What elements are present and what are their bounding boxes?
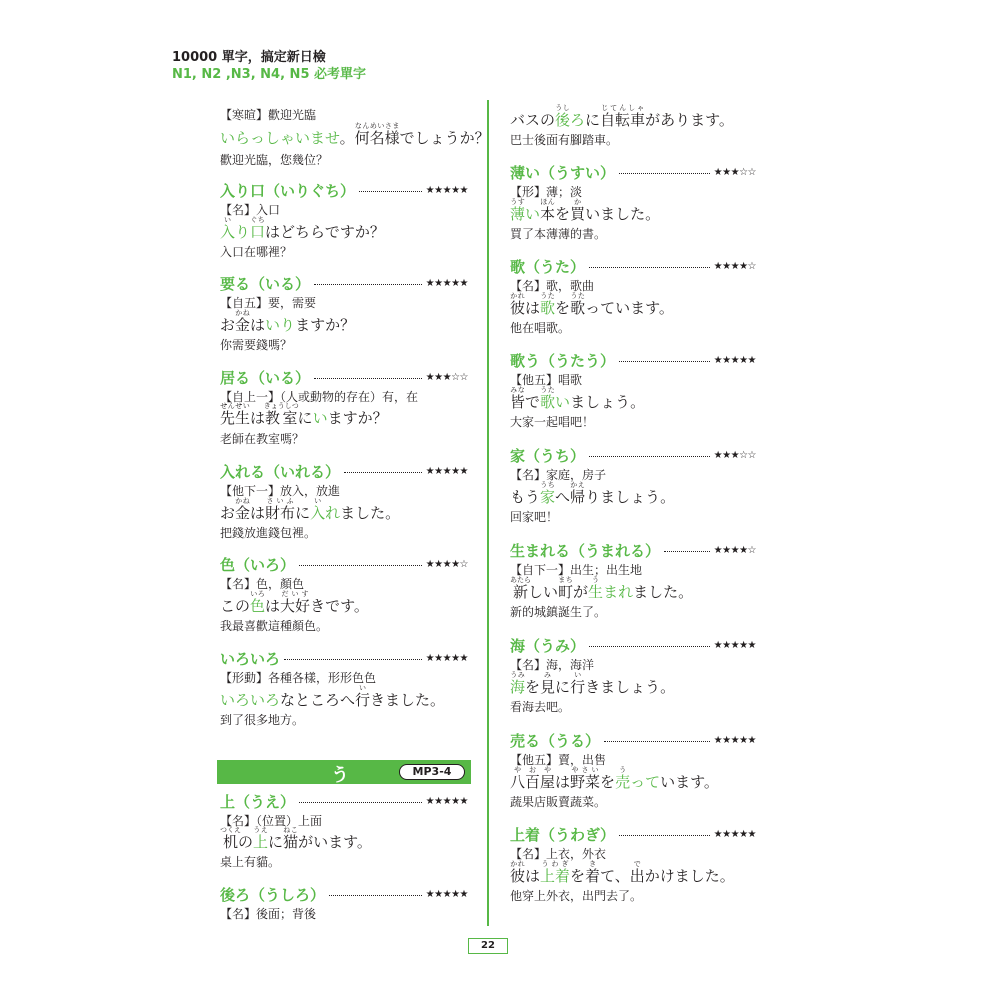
headword: 後ろ（うしろ）	[220, 885, 326, 904]
part-of-speech: 【他五】唱歌	[510, 373, 583, 387]
headword: 家（うち）	[510, 446, 586, 465]
headword: 海（うみ）	[510, 636, 586, 655]
frequency-stars: ★★★★☆	[425, 558, 468, 570]
example-translation: 看海去吧。	[510, 700, 571, 714]
part-of-speech: 【自上一】（人或動物的存在）有，在	[220, 390, 419, 404]
headword: 生まれる（うまれる）	[510, 541, 661, 560]
leader-dots	[344, 472, 422, 473]
frequency-stars: ★★★☆☆	[713, 449, 756, 461]
example-translation: 蔬果店販賣蔬菜。	[510, 795, 607, 809]
leader-dots	[299, 802, 422, 803]
frequency-stars: ★★★★★	[425, 888, 468, 900]
frequency-stars: ★★★★★	[713, 639, 756, 651]
part-of-speech: 【他五】賣，出售	[510, 753, 607, 767]
frequency-stars: ★★★★☆	[713, 260, 756, 272]
frequency-stars: ★★★★★	[713, 828, 756, 840]
part-of-speech: 【名】歌，歌曲	[510, 279, 595, 293]
example-sentence: 先生せんせいは教室きょうしつにいますか？	[220, 402, 388, 427]
example-sentence: いろいろなところへ行いきました。	[220, 684, 446, 709]
example-translation: 大家一起唱吧！	[510, 415, 595, 429]
leader-dots	[314, 284, 422, 285]
leader-dots	[299, 565, 422, 566]
example-translation: 把錢放進錢包裡。	[220, 526, 317, 540]
example-sentence: この色いろは大好だいすきです。	[220, 590, 369, 615]
top-entry-translation: 巴士後面有腳踏車。	[510, 133, 619, 147]
headword: 入り口（いりぐち）	[220, 181, 356, 200]
frequency-stars: ★★★★★	[713, 734, 756, 746]
part-of-speech: 【自五】要，需要	[220, 296, 317, 310]
example-translation: 他在唱歌。	[510, 321, 571, 335]
example-translation: 買了本薄薄的書。	[510, 227, 607, 241]
part-of-speech: 【自下一】出生；出生地	[510, 563, 643, 577]
leader-dots	[314, 378, 422, 379]
part-of-speech: 【名】上衣，外衣	[510, 847, 607, 861]
part-of-speech: 【名】色，顏色	[220, 577, 305, 591]
frequency-stars: ★★★★★	[425, 795, 468, 807]
example-sentence: 新あたらしい町まちが生うまれました。	[510, 576, 694, 601]
frequency-stars: ★★★★★	[713, 354, 756, 366]
frequency-stars: ★★★★★	[425, 277, 468, 289]
headword: 売る（うる）	[510, 731, 601, 750]
example-sentence: お金かねはいりますか？	[220, 309, 356, 334]
leader-dots	[664, 551, 710, 552]
leader-dots	[589, 646, 710, 647]
part-of-speech: 【形】薄；淡	[510, 185, 583, 199]
leader-dots	[359, 191, 422, 192]
section-kana: う	[331, 765, 349, 786]
running-header-title: 10000 單字，搞定新日檢	[172, 50, 326, 65]
part-of-speech: 【名】入口	[220, 203, 281, 217]
column-divider	[487, 100, 489, 926]
page-number: 22	[468, 938, 508, 954]
frequency-stars: ★★★★★	[425, 184, 468, 196]
headword: いろいろ	[220, 649, 281, 668]
headword: 歌う（うたう）	[510, 351, 616, 370]
leader-dots	[619, 361, 710, 362]
top-entry-translation: 歡迎光臨，您幾位？	[220, 153, 329, 167]
example-sentence: 薄うすい本ほんを買かいました。	[510, 198, 661, 223]
part-of-speech: 【名】家庭，房子	[510, 468, 607, 482]
example-translation: 回家吧！	[510, 510, 559, 524]
example-translation: 我最喜歡這種顏色。	[220, 619, 329, 633]
example-translation: 到了很多地方。	[220, 713, 305, 727]
part-of-speech: 【名】後面；背後	[220, 907, 317, 921]
frequency-stars: ★★★☆☆	[425, 371, 468, 383]
frequency-stars: ★★★☆☆	[713, 166, 756, 178]
top-entry-example: いらっしゃいませ。何名様なんめいさまでしょうか？	[220, 122, 490, 147]
leader-dots	[604, 741, 710, 742]
example-sentence: 入いり口ぐちはどちらですか？	[220, 216, 385, 241]
leader-dots	[589, 267, 710, 268]
headword: 入れる（いれる）	[220, 462, 341, 481]
leader-dots	[619, 835, 710, 836]
headword: 色（いろ）	[220, 555, 296, 574]
headword: 上（うえ）	[220, 792, 296, 811]
part-of-speech: 【名】（位置）上面	[220, 814, 323, 828]
example-sentence: 八百屋やおやは野菜やさいを売うっています。	[510, 766, 719, 791]
headword: 歌（うた）	[510, 257, 586, 276]
example-translation: 老師在教室嗎？	[220, 432, 305, 446]
frequency-stars: ★★★★★	[425, 465, 468, 477]
example-translation: 入口在哪裡？	[220, 245, 293, 259]
part-of-speech: 【他下一】放入，放進	[220, 484, 341, 498]
top-entry-example: バスの後うしろに自転車じてんしゃがあります。	[510, 104, 734, 129]
example-sentence: もう家うちへ帰かえりましょう。	[510, 481, 676, 506]
leader-dots	[589, 456, 710, 457]
mp3-track-label: MP3-4	[399, 764, 465, 780]
leader-dots	[284, 659, 422, 660]
example-sentence: 皆みなで歌うたいましょう。	[510, 386, 646, 411]
example-translation: 他穿上外衣，出門去了。	[510, 889, 643, 903]
example-sentence: 海うみを見みに行いきましょう。	[510, 671, 676, 696]
leader-dots	[329, 895, 422, 896]
headword: 居る（いる）	[220, 368, 311, 387]
running-header-subtitle: N1, N2 ,N3, N4, N5 必考單字	[172, 67, 367, 82]
example-translation: 桌上有貓。	[220, 855, 281, 869]
example-sentence: 机つくえの上うえに猫ねこがいます。	[220, 826, 372, 851]
section-banner	[217, 760, 471, 784]
headword: 上着（うわぎ）	[510, 825, 616, 844]
top-entry-pos: 【寒暄】歡迎光臨	[220, 108, 317, 122]
example-sentence: お金かねは財布さいふに入いれました。	[220, 497, 401, 522]
leader-dots	[619, 173, 710, 174]
example-translation: 你需要錢嗎？	[220, 338, 293, 352]
example-translation: 新的城鎮誕生了。	[510, 605, 607, 619]
example-sentence: 彼かれは上着うわぎを着きて、出でかけました。	[510, 860, 735, 885]
headword: 要る（いる）	[220, 274, 311, 293]
frequency-stars: ★★★★★	[425, 652, 468, 664]
part-of-speech: 【形動】各種各樣，形形色色	[220, 671, 377, 685]
frequency-stars: ★★★★☆	[713, 544, 756, 556]
headword: 薄い（うすい）	[510, 163, 616, 182]
part-of-speech: 【名】海，海洋	[510, 658, 595, 672]
example-sentence: 彼かれは歌うたを歌うたっています。	[510, 292, 674, 317]
